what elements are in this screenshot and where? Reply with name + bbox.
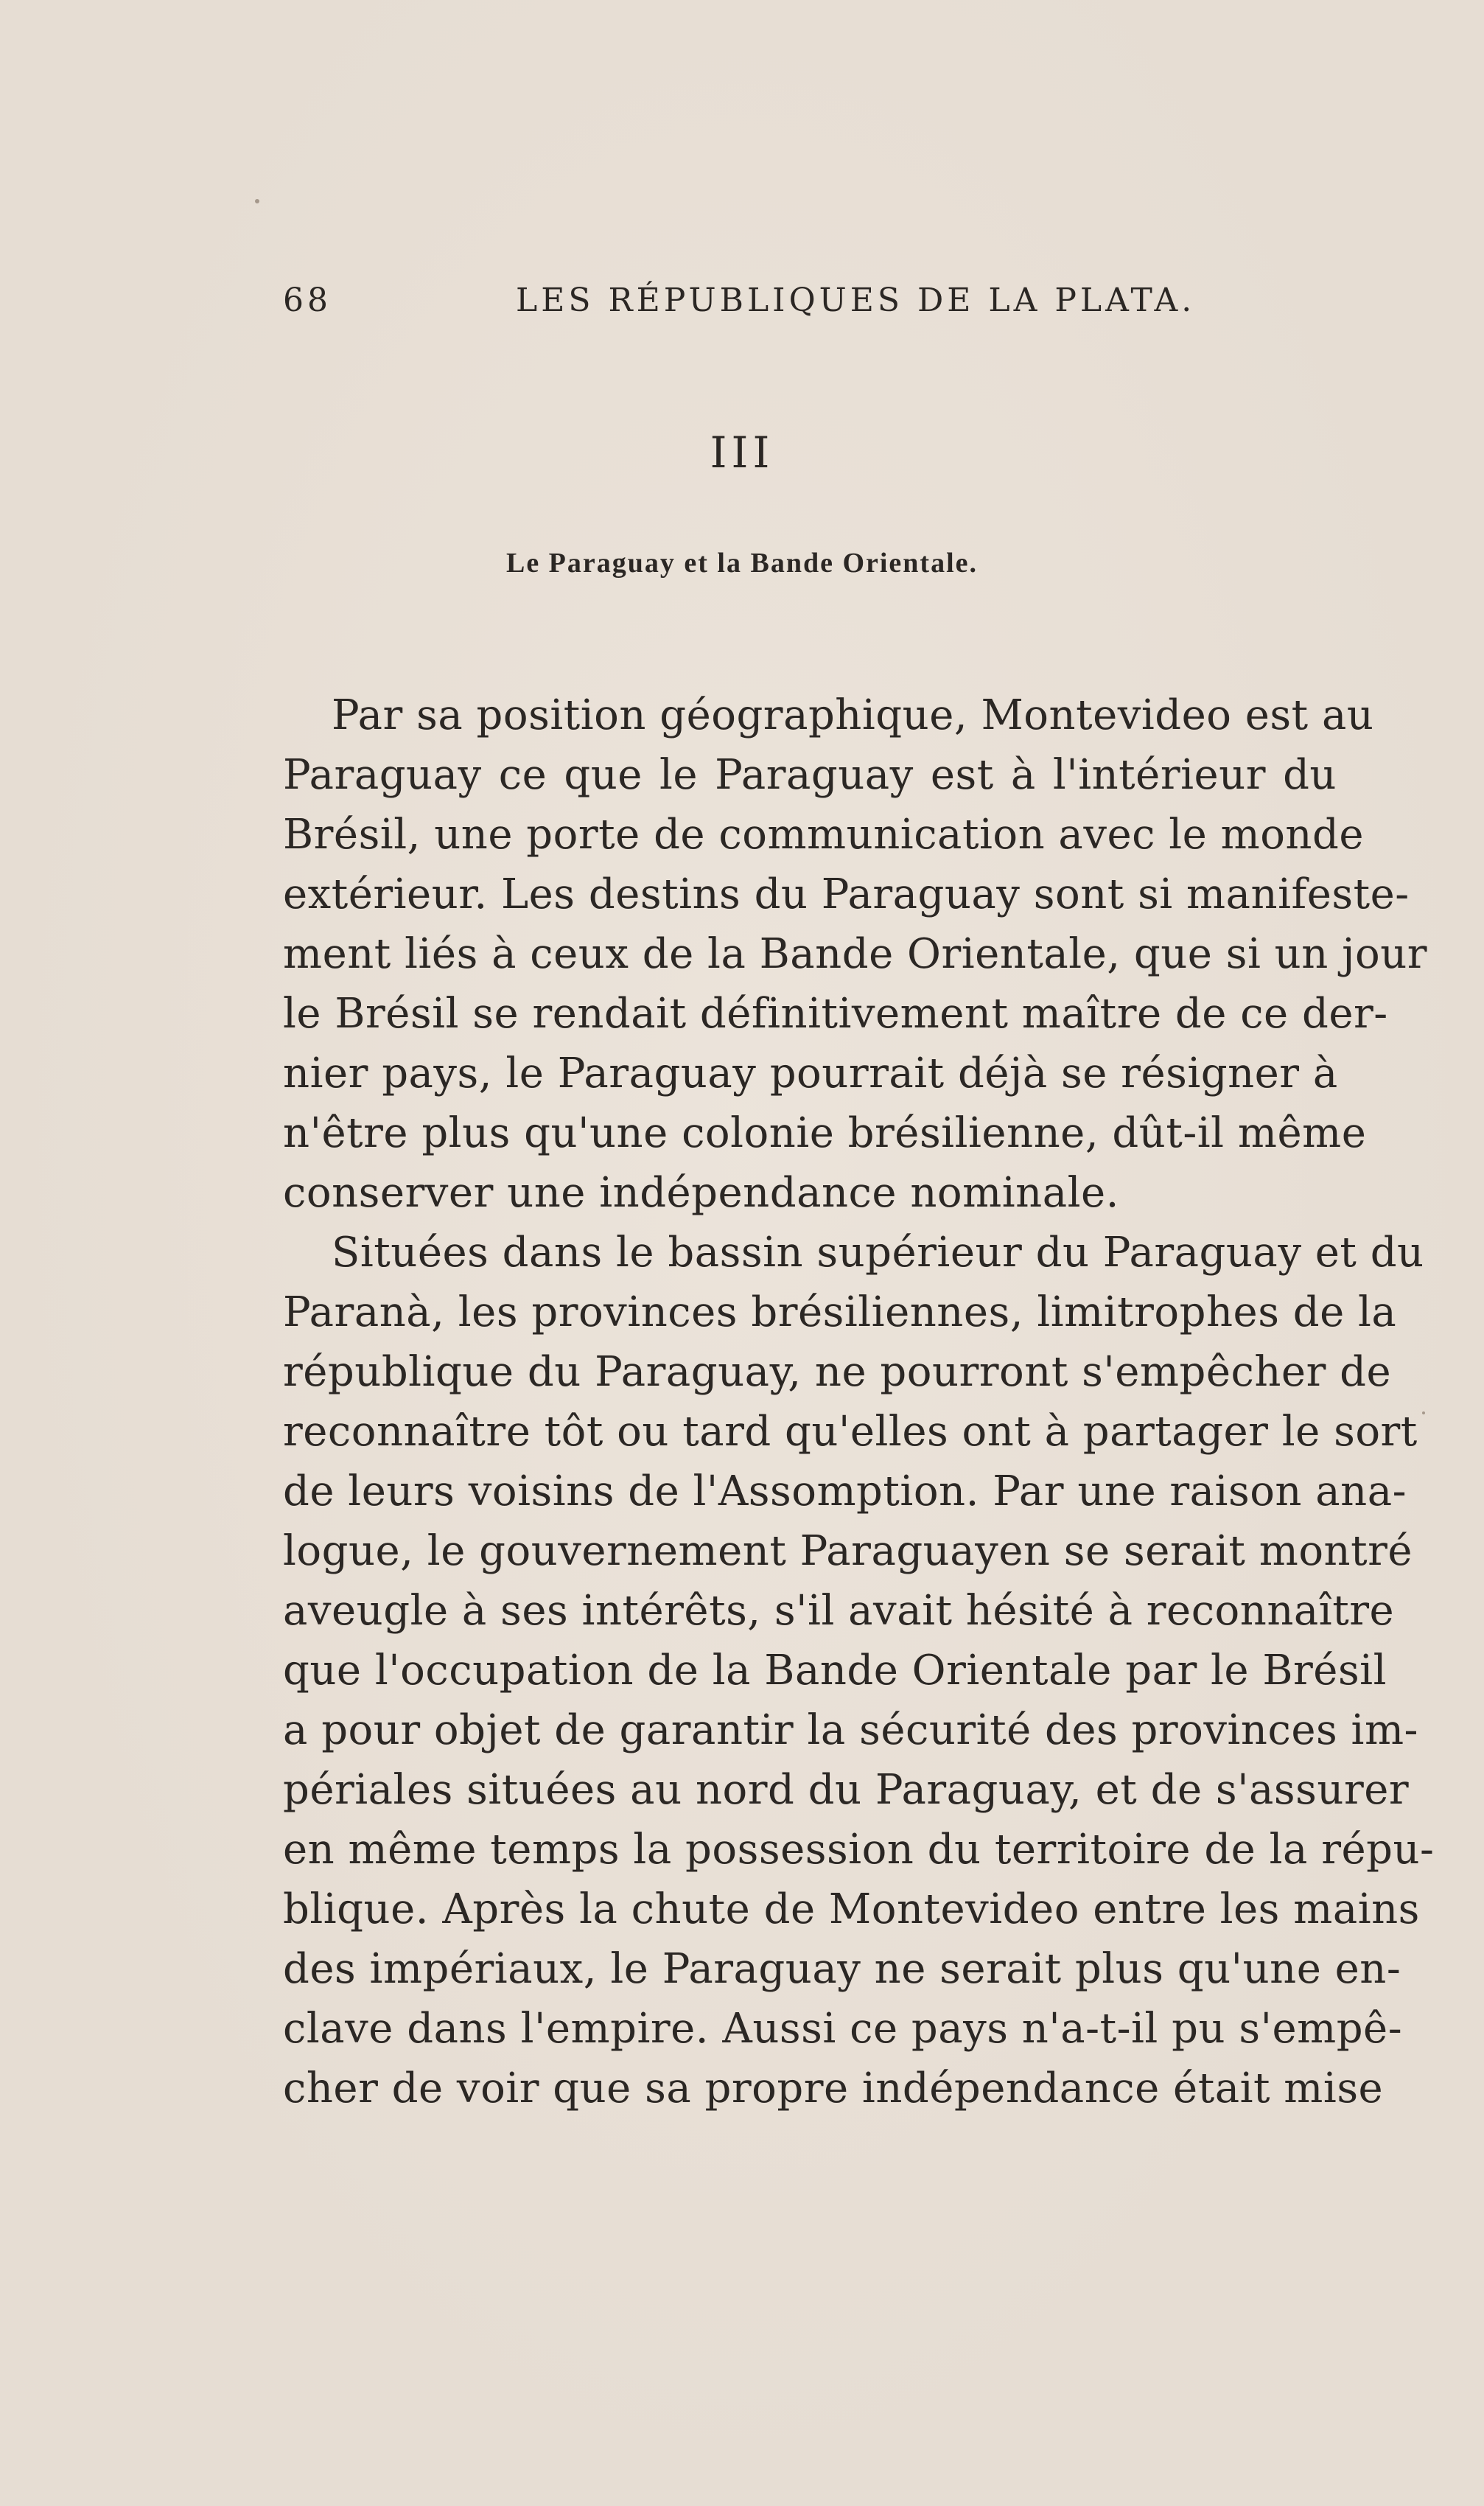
- text-line: que l'occupation de la Bande Orientale par le Brésil: [283, 1647, 1387, 1694]
- text-line: république du Paraguay, ne pourront s'empêcher de: [283, 1348, 1392, 1396]
- running-title: LES RÉPUBLIQUES DE LA PLATA.: [516, 282, 1196, 319]
- page-number: 68: [283, 282, 332, 319]
- text-line: clave dans l'empire. Aussi ce pays n'a-t-il pu s'empê-: [283, 2005, 1403, 2053]
- text-line: Par sa position géographique, Montevideo est au: [332, 691, 1374, 739]
- text-line: Paraguay ce que le Paraguay est à l'intérieur du: [283, 751, 1337, 799]
- text-line: Situées dans le bassin supérieur du Paraguay et du: [332, 1229, 1424, 1277]
- chapter-number: III: [710, 427, 774, 478]
- text-line: n'être plus qu'une colonie brésilienne, dût-il même: [283, 1109, 1367, 1157]
- text-line: des impériaux, le Paraguay ne serait plus qu'une en-: [283, 1945, 1401, 1993]
- text-line: reconnaître tôt ou tard qu'elles ont à partager le sort: [283, 1408, 1418, 1456]
- text-line: le Brésil se rendait définitivement maître de ce der-: [283, 990, 1388, 1038]
- text-line: en même temps la possession du territoire de la répu-: [283, 1826, 1435, 1874]
- text-line: aveugle à ses intérêts, s'il avait hésité à reconnaître: [283, 1587, 1395, 1635]
- text-line: cher de voir que sa propre indépendance était mise: [283, 2065, 1384, 2112]
- body-text: [283, 685, 1435, 2118]
- text-line: Brésil, une porte de communication avec le monde: [283, 811, 1364, 859]
- text-line: nier pays, le Paraguay pourrait déjà se résigner à: [283, 1050, 1338, 1097]
- chapter-title: Le Paraguay et la Bande Orientale.: [505, 548, 979, 579]
- text-line: logue, le gouvernement Paraguayen se serait montré: [283, 1527, 1413, 1575]
- ink-speck: [255, 199, 259, 203]
- text-line: blique. Après la chute de Montevideo entre les mains: [283, 1885, 1420, 1933]
- text-line: Paranà, les provinces brésiliennes, limitrophes de la: [283, 1288, 1397, 1336]
- ink-speck: [1422, 1411, 1425, 1414]
- text-line: périales situées au nord du Paraguay, et de s'assurer: [283, 1766, 1410, 1814]
- text-line: conserver une indépendance nominale.: [283, 1169, 1119, 1217]
- text-line: ment liés à ceux de la Bande Orientale, que si un jour: [283, 930, 1428, 978]
- text-line: a pour objet de garantir la sécurité des provinces im-: [283, 1706, 1418, 1754]
- text-line: extérieur. Les destins du Paraguay sont si manifeste-: [283, 870, 1410, 918]
- text-line: de leurs voisins de l'Assomption. Par une raison ana-: [283, 1467, 1407, 1515]
- paragraph: [283, 685, 1428, 1223]
- paragraph: [283, 1223, 1435, 2118]
- running-head: [283, 282, 1337, 326]
